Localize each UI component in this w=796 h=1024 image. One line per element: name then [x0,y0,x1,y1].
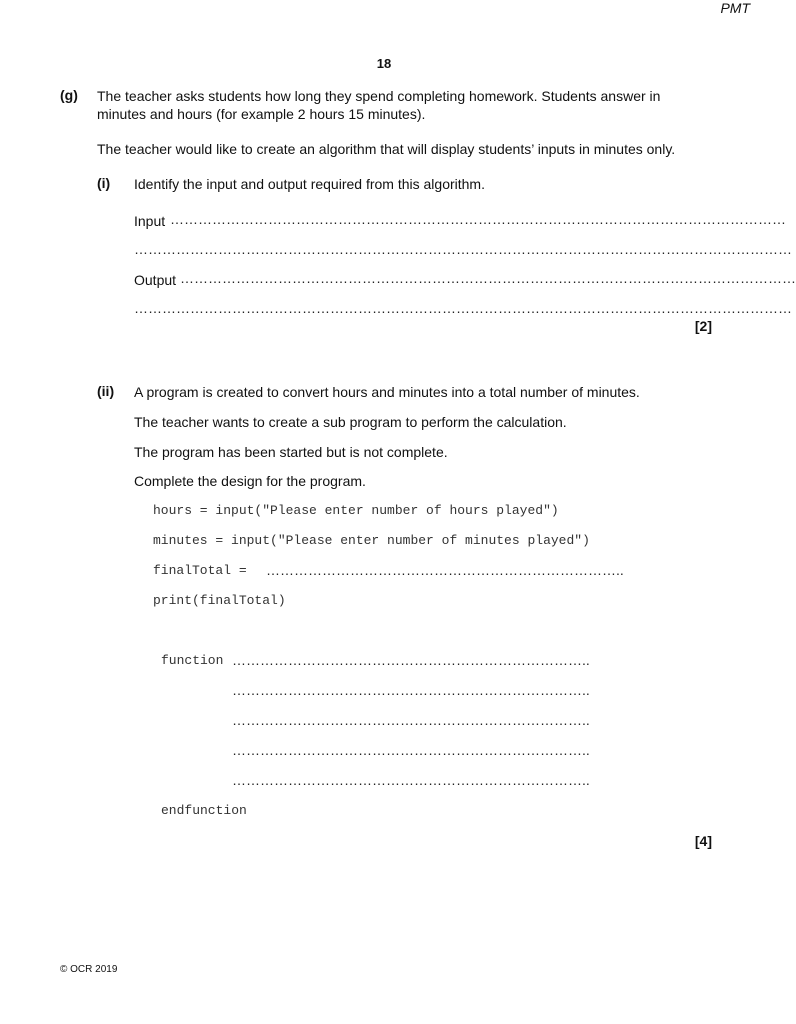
code-endfunction-keyword: endfunction [161,803,247,818]
part-ii-marks: [4] [694,833,712,849]
part-ii-line4: Complete the design for the program. [134,473,366,489]
function-answer-line-4[interactable]: ………………………………………………………………….. [232,742,590,758]
pmt-brand: PMT [720,0,750,16]
input-answer-line-2[interactable]: …………………………………………………………………………………………………………………………… [134,241,792,257]
function-answer-line-5[interactable]: ………………………………………………………………….. [232,772,590,788]
code-final-total-label: finalTotal = [153,563,247,578]
copyright-footer: © OCR 2019 [60,964,118,975]
code-function-keyword: function [161,653,224,668]
part-i-prompt: Identify the input and output required from this algorithm. [134,176,485,192]
function-answer-line-3[interactable]: ………………………………………………………………….. [232,712,590,728]
question-g-intro-para2: The teacher would like to create an algorithm that will display students’ inputs in minutes only. [97,141,676,157]
question-g-intro-line2: minutes and hours (for example 2 hours 15 minutes). [97,106,426,122]
code-print-line: print(finalTotal) [153,593,286,608]
question-label-g: (g) [60,87,78,103]
output-label: Output [134,272,177,288]
output-answer-line-1[interactable]: …………………………………………………………………………………………………………………… [180,270,796,286]
part-i-marks: [2] [694,318,712,334]
part-i-label: (i) [97,175,111,191]
function-answer-line-1[interactable]: ………………………………………………………………….. [232,652,590,668]
part-ii-line3: The program has been started but is not complete. [134,444,448,460]
code-hours-line: hours = input("Please enter number of hours played") [153,503,559,518]
part-ii-line1: A program is created to convert hours and minutes into a total number of minutes. [134,384,640,400]
final-total-answer-line[interactable]: ………………………………………………………………….. [266,562,624,578]
page-number: 18 [376,56,392,71]
function-answer-line-2[interactable]: ………………………………………………………………….. [232,682,590,698]
output-answer-line-2[interactable]: …………………………………………………………………………………………………………………………… [134,300,792,316]
part-ii-line2: The teacher wants to create a sub program to perform the calculation. [134,414,567,430]
input-answer-line-1[interactable]: …………………………………………………………………………………………………………………… [170,211,786,227]
input-label: Input [134,213,166,229]
part-ii-label: (ii) [97,383,115,399]
code-minutes-line: minutes = input("Please enter number of minutes played") [153,533,590,548]
question-g-intro-line1: The teacher asks students how long they spend completing homework. Students answer in [97,88,661,104]
